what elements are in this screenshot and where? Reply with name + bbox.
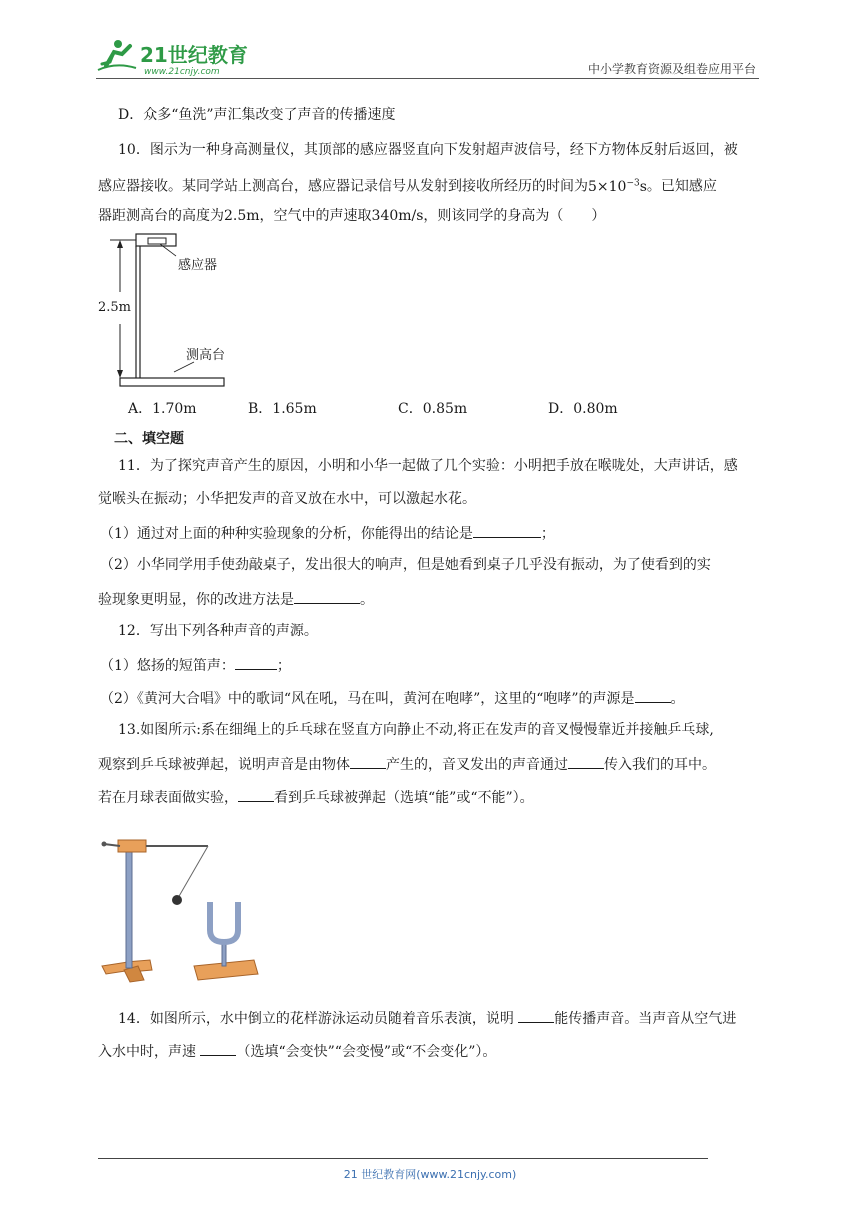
answer-blank[interactable]	[635, 686, 671, 703]
q13-line2: 观察到乒乓球被弹起，说明声音是由物体 产生的，音叉发出的声音通过 传入我们的耳中。	[98, 752, 716, 776]
q13-line1: 13.如图所示:系在细绳上的乒乓球在竖直方向静止不动,将正在发声的音叉慢慢靠近并接触乒乓球,	[118, 722, 714, 738]
q10-line3: 器距测高台的高度为2.5m，空气中的声速取340m/s，则该同学的身高为（ ）	[98, 208, 606, 224]
q10-option-b: B．1.65m	[248, 401, 317, 417]
q10-line2	[98, 172, 717, 198]
q10-time: $5\times 10^{-3}s$	[588, 178, 647, 195]
q11-line1: 11．为了探究声音产生的原因，小明和小华一起做了几个实验：小明把手放在喉咙处，大声讲话，感	[118, 458, 738, 474]
answer-blank[interactable]	[238, 785, 274, 802]
q10-line2b: 。已知感应	[646, 178, 717, 195]
platform-name: 中小学教育资源及组卷应用平台	[587, 62, 756, 76]
q11-line2: 觉喉头在振动；小华把发声的音叉放在水中，可以激起水花。	[98, 491, 476, 507]
q14-line2: 入水中时，声速 （选填“会变快”“会变慢”或“不会变化”）。	[98, 1039, 496, 1063]
answer-blank[interactable]	[518, 1006, 554, 1023]
height-meter-figure	[98, 232, 258, 392]
q14-line1: 14．如图所示，水中倒立的花样游泳运动员随着音乐表演，说明 能传播声音。当声音从空气进	[118, 1006, 736, 1030]
site-logo	[96, 36, 256, 80]
tuning-fork-figure	[98, 830, 262, 986]
sensor-label: 感应器	[178, 258, 218, 273]
logo-url: www.21cnjy.com	[144, 67, 220, 77]
answer-blank[interactable]	[294, 587, 360, 604]
q12-line1: 12．写出下列各种声音的声源。	[118, 623, 318, 639]
answer-blank[interactable]	[235, 653, 277, 670]
q12-sub2: （2）《黄河大合唱》中的歌词“风在吼，马在叫，黄河在咆哮”，这里的“咆哮”的声源是 。	[100, 686, 685, 710]
footer-text[interactable]: 21 世纪教育网(www.21cnjy.com)	[343, 1168, 517, 1181]
q10-line2a: 感应器接收。某同学站上测高台，感应器记录信号从发射到接收所经历的时间为	[98, 178, 588, 195]
q11-sub2b: 验现象更明显，你的改进方法是 。	[98, 587, 374, 611]
q12-sub1: （1）悠扬的短笛声： ；	[100, 653, 291, 677]
q9-option-d: D．众多“鱼洗”声汇集改变了声音的传播速度	[118, 107, 396, 123]
q10-option-c: C．0.85m	[398, 401, 468, 417]
answer-blank[interactable]	[200, 1039, 236, 1056]
q10-option-d: D．0.80m	[548, 401, 618, 417]
q11-sub2a: （2）小华同学用手使劲敲桌子，发出很大的响声，但是她看到桌子几乎没有振动，为了使看到的实	[100, 557, 711, 573]
q11-sub1: （1）通过对上面的种种实验现象的分析，你能得出的结论是 ；	[100, 521, 555, 545]
q13-line3: 若在月球表面做实验， 看到乒乓球被弹起（选填“能”或“不能”）。	[98, 785, 534, 809]
answer-blank[interactable]	[568, 752, 604, 769]
header-divider	[96, 78, 759, 79]
answer-blank[interactable]	[473, 521, 541, 538]
q10-option-a: A．1.70m	[128, 401, 197, 417]
answer-blank[interactable]	[350, 752, 386, 769]
footer-divider	[98, 1158, 708, 1159]
section-title: 二、填空题	[114, 431, 184, 447]
height-label: 2.5m	[98, 300, 132, 315]
logo-text: 21世纪教育	[140, 43, 248, 67]
platform-label: 测高台	[186, 348, 226, 363]
q10-line1: 10．图示为一种身高测量仪，其顶部的感应器竖直向下发射超声波信号，经下方物体反射后返回，被	[118, 142, 738, 158]
